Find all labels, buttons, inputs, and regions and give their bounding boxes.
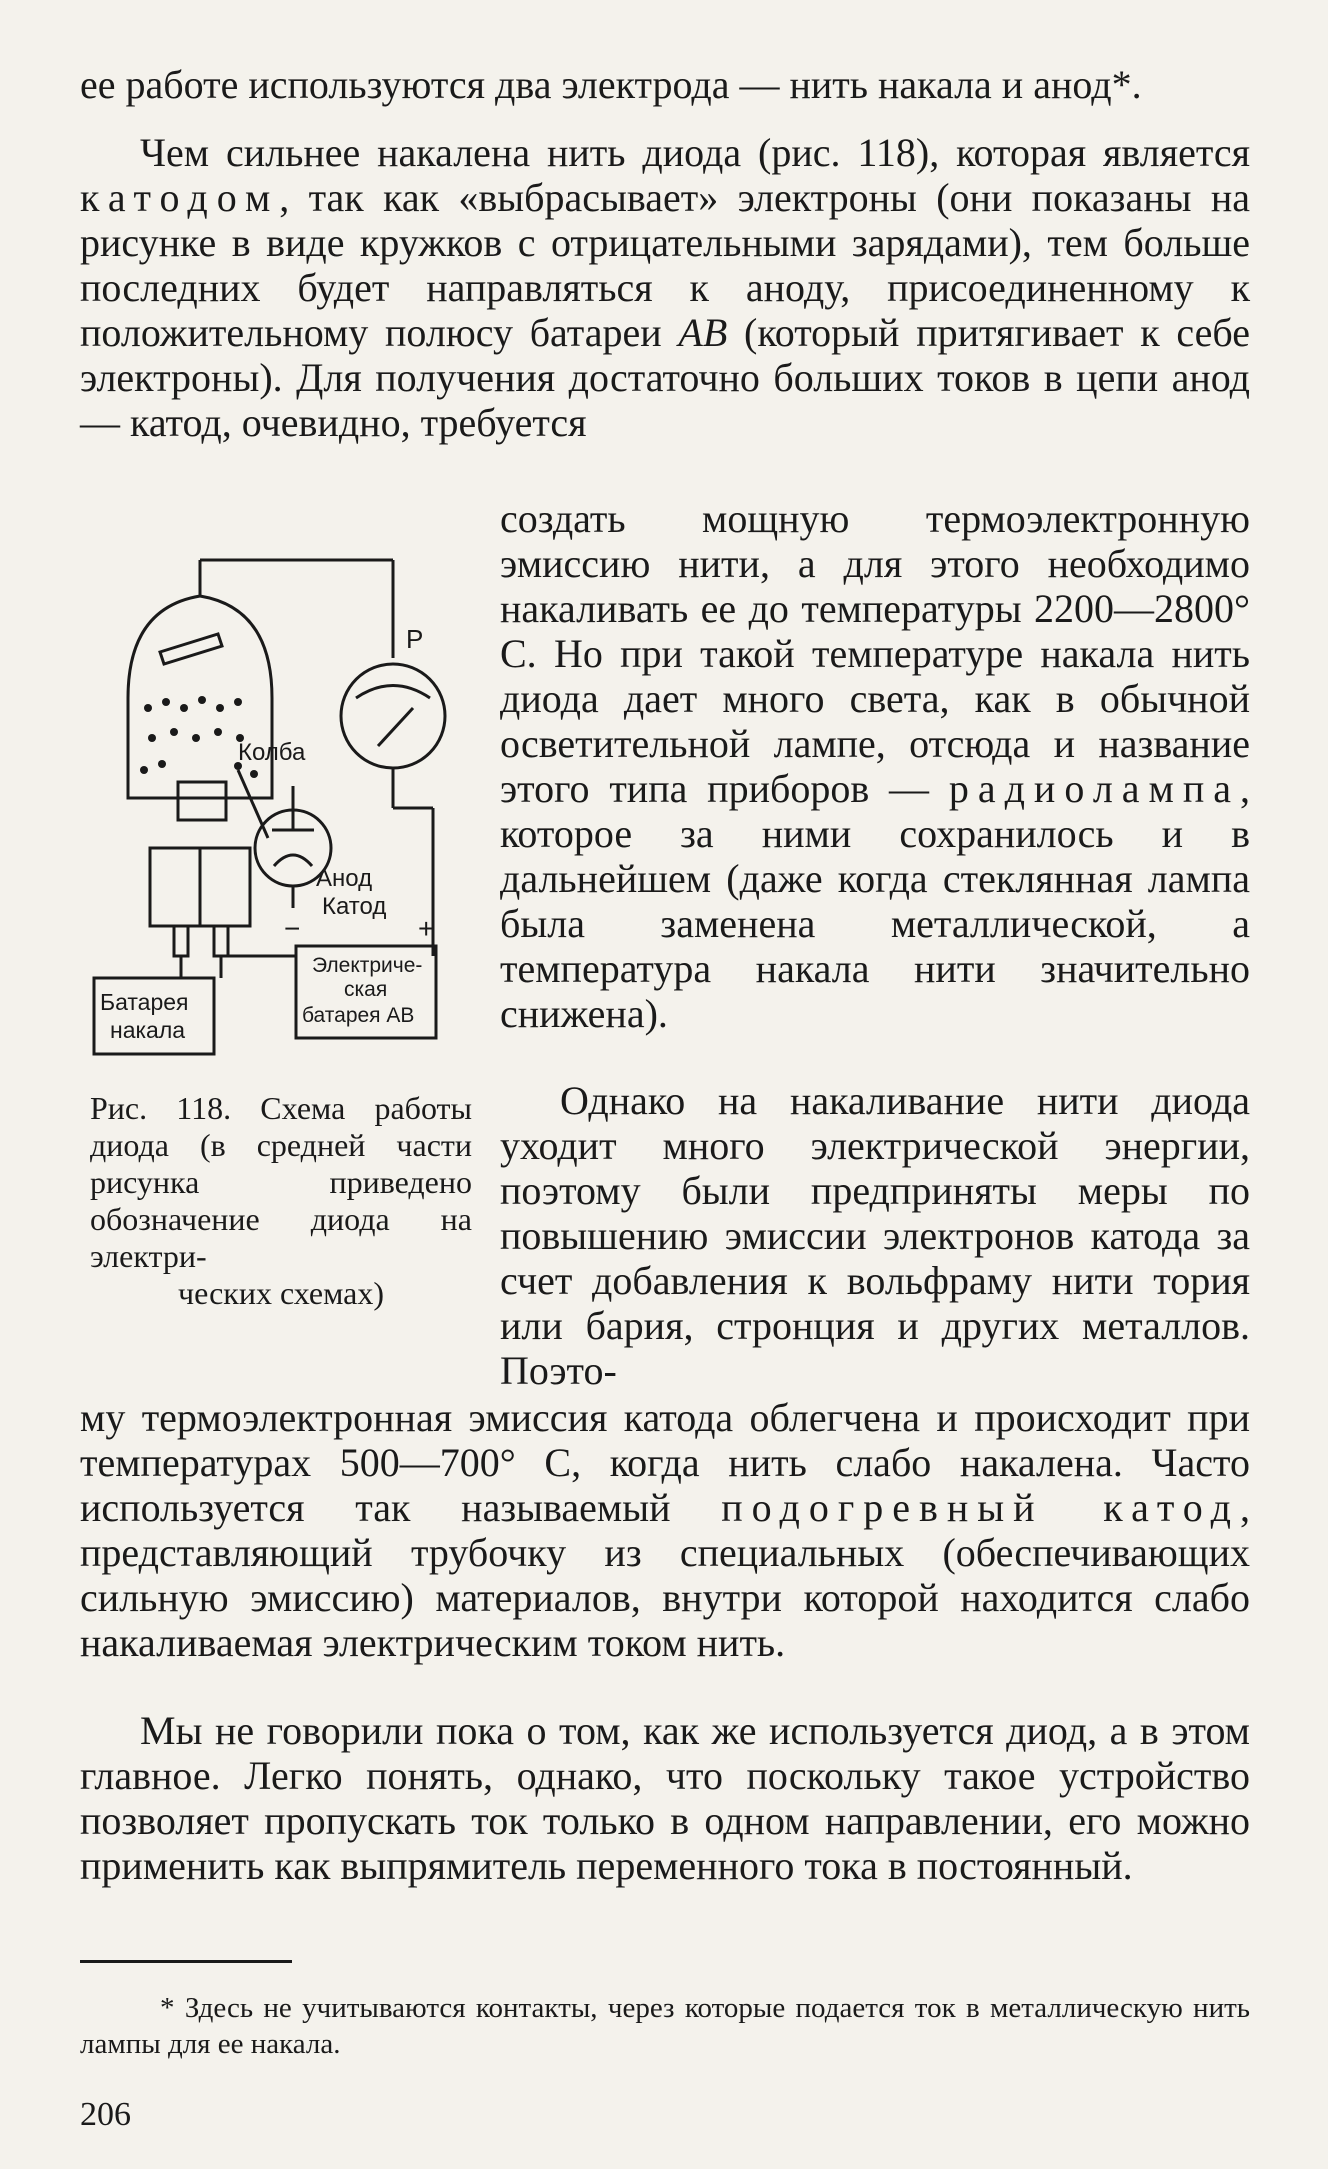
label-heating-battery-1: Батарея xyxy=(100,989,189,1015)
paragraph-emission: создать мощную термоэлектронную эмиссию нити, а для этого необходимо накаливать ее до температуры 2200—2800° С. Но при такой температуре накала нить диода дает много света, как в обычной осветительной лампе, отсюда и название этого типа приборов — радиолампа, которое за ними сохранилось и в дальнейшем (даже когда стеклянная лампа была заменена металлической, а температура накала нити значительно снижена). xyxy=(500,496,1250,1036)
label-ab-battery-2: ская xyxy=(344,978,388,1001)
paragraph-rectifier: Мы не говорили пока о том, как же используется диод, а в этом главное. Легко понять, однако, что поскольку такое устройство позволяет пропускать ток только в одном направлении, его можно применить как выпрямитель переменного тока в постоянный. xyxy=(80,1708,1250,1888)
label-anode: Анод xyxy=(316,865,373,892)
meter-needle xyxy=(378,708,413,746)
page-number: 206 xyxy=(80,2096,131,2133)
label-ab-battery-3: батарея АВ xyxy=(302,1004,415,1027)
label-ab-battery-1: Электриче- xyxy=(312,954,423,977)
term-cathode: катодом xyxy=(80,175,280,220)
term-indirect-cathode: подогревный катод xyxy=(721,1485,1240,1530)
footnote: * Здесь не учитываются контакты, через которые подается ток в металлическую нить лампы для ее накала. xyxy=(80,1992,1250,2060)
paragraph-energy-lower: му термоэлектронная эмиссия катода облегчена и происходит при температурах 500—700° С, когда нить слабо накалена. Часто используется так называемый подогревный катод, представляющий трубочку из специальных (обеспечивающих сильную эмиссию) материалов, внутри которой находится слабо накаливаемая электрическим током нить. xyxy=(80,1395,1250,1665)
figure-caption: Рис. 118. Схема работы диода (в средней части рисунка приведено обозначение диода на электри- ческих схемах) xyxy=(90,1090,472,1311)
label-plus: + xyxy=(418,913,435,944)
paragraph-diode-heating: Чем сильнее накалена нить диода (рис. 118), которая является катодом, так как «выбрасывает» электроны (они показаны на рисунке в виде кружков с отрицательными зарядами), тем больше последних будет направляться к аноду, присоединенному к положительному полюсу батареи АВ (который притягивает к себе электроны). Для получения достаточно больших токов в цепи анод — катод, очевидно, требуется xyxy=(80,130,1250,445)
anode-plate xyxy=(160,634,222,664)
term-radiolamp: радиолампа xyxy=(948,766,1240,811)
footnote-rule xyxy=(80,1960,292,1963)
meter-circle xyxy=(341,664,445,768)
cathode-filament xyxy=(178,782,226,820)
label-flask: Колба xyxy=(238,739,306,766)
diode-circuit-figure xyxy=(88,548,464,1068)
label-heating-battery-2: накала xyxy=(110,1017,186,1043)
paragraph-intro: ее работе используются два электрода — нить накала и анод*. xyxy=(80,62,1142,107)
paragraph-energy-upper: Однако на накаливание нити диода уходит много электрической энергии, поэтому были предприняты меры по повышению эмиссии электронов катода за счет добавления к вольфраму нити тория или бария, стронция и других металлов. Поэто- xyxy=(500,1078,1250,1393)
label-minus: − xyxy=(284,913,301,944)
label-cathode: Катод xyxy=(322,893,387,920)
figure-caption-last: ческих схемах) xyxy=(177,1275,385,1311)
battery-ab-ref: АВ xyxy=(678,310,728,355)
label-meter: Р xyxy=(406,624,424,654)
